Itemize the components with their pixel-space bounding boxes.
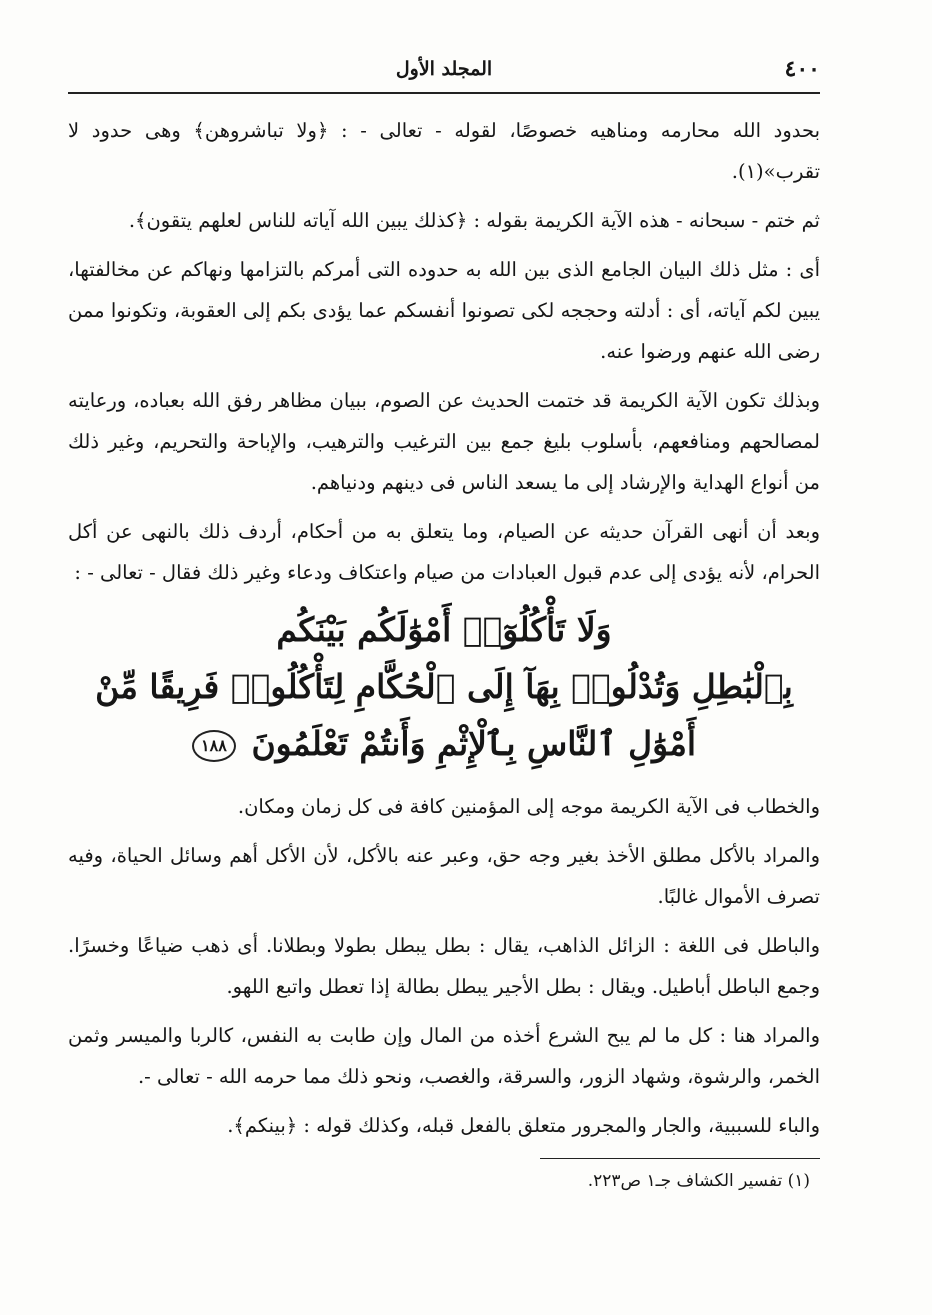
paragraph: والمراد بالأكل مطلق الأخذ بغير وجه حق، وعبر عنه بالأكل، لأن الأكل أهم وسائل الحياة، وفيه تصرف الأموال غالبًا. — [68, 844, 820, 908]
paragraph: أى : مثل ذلك البيان الجامع الذى بين الله به حدوده التى أمركم بالتزامها ونهاكم عن مخالفتها، يبين لكم آياته، أى : أدلته وحججه لكى تصونوا أنفسكم عما يؤدى بكم إلى العقوبة، وتكونوا ممن رضى الله عنهم ورضوا عنه. — [68, 258, 820, 363]
paragraph: والباء للسببية، والجار والمجرور متعلق بالفعل قبله، وكذلك قوله : ﴿بينكم﴾. — [227, 1114, 820, 1137]
body-text — [68, 110, 820, 1146]
verse-line-last — [68, 715, 820, 772]
footnote: (١) تفسير الكشاف جـ١ ص٢٢٣. — [587, 1171, 810, 1191]
verse-line: وَلَا تَأْكُلُوٓا۟ أَمْوَٰلَكُم بَيْنَكُم — [276, 610, 612, 649]
paragraph: وبذلك تكون الآية الكريمة قد ختمت الحديث عن الصوم، ببيان مظاهر رفق الله بعباده، ورعايته لمصالحهم ومنافعهم، بأسلوب بليغ جمع بين الترغيب والترهيب، والإباحة والتحريم، وغير ذلك من أنواع الهداية والإرشاد إلى ما يسعد الناس فى دينهم ودنياهم. — [68, 389, 820, 494]
paragraph: بحدود الله محارمه ومناهيه خصوصًا، لقوله - تعالى - : ﴿ولا تباشروهن﴾ وهى حدود لا تقرب»(١). — [68, 119, 820, 183]
paragraph: والمراد هنا : كل ما لم يبح الشرع أخذه من المال وإن طابت به النفس، كالربا والميسر وثمن الخمر، والرشوة، وشهاد الزور، والسرقة، والغصب، ونحو ذلك مما حرمه الله - تعالى -. — [68, 1024, 820, 1088]
volume-title: المجلد الأول — [395, 58, 493, 80]
verse-line: بِٱلْبَٰطِلِ وَتُدْلُوا۟ بِهَآ إِلَى ٱلْحُكَّامِ لِتَأْكُلُوا۟ فَرِيقًا مِّنْ — [95, 667, 793, 706]
quran-verse — [68, 601, 820, 772]
page-header — [68, 52, 820, 94]
footnote-divider — [540, 1158, 820, 1159]
paragraph: وبعد أن أنهى القرآن حديثه عن الصيام، وما يتعلق به من أحكام، أردف ذلك بالنهى عن أكل الحرام، لأنه يؤدى إلى عدم قبول العبادات من صيام واعتكاف ودعاء وغير ذلك فقال - تعالى - : — [68, 520, 820, 584]
page-number: ٤٠٠ — [784, 56, 820, 82]
paragraph: والباطل فى اللغة : الزائل الذاهب، يقال : بطل يبطل بطولا وبطلانا. أى ذهب ضياعًا وخسرًا. وجمع الباطل أباطيل. ويقال : بطل الأجير يبطل بطالة إذا تعطل واتبع اللهو. — [68, 934, 820, 998]
paragraph: والخطاب فى الآية الكريمة موجه إلى المؤمنين كافة فى كل زمان ومكان. — [237, 795, 820, 818]
verse-line-text: أَمْوَٰلِ ٱلنَّاسِ بِٱلْإِثْمِ وَأَنتُمْ تَعْلَمُونَ — [251, 724, 697, 763]
book-page — [68, 52, 820, 1272]
ayah-number-badge: ١٨٨ — [192, 730, 236, 762]
paragraph: ثم ختم - سبحانه - هذه الآية الكريمة بقوله : ﴿كذلك يبين الله آياته للناس لعلهم يتقون﴾. — [128, 209, 820, 232]
